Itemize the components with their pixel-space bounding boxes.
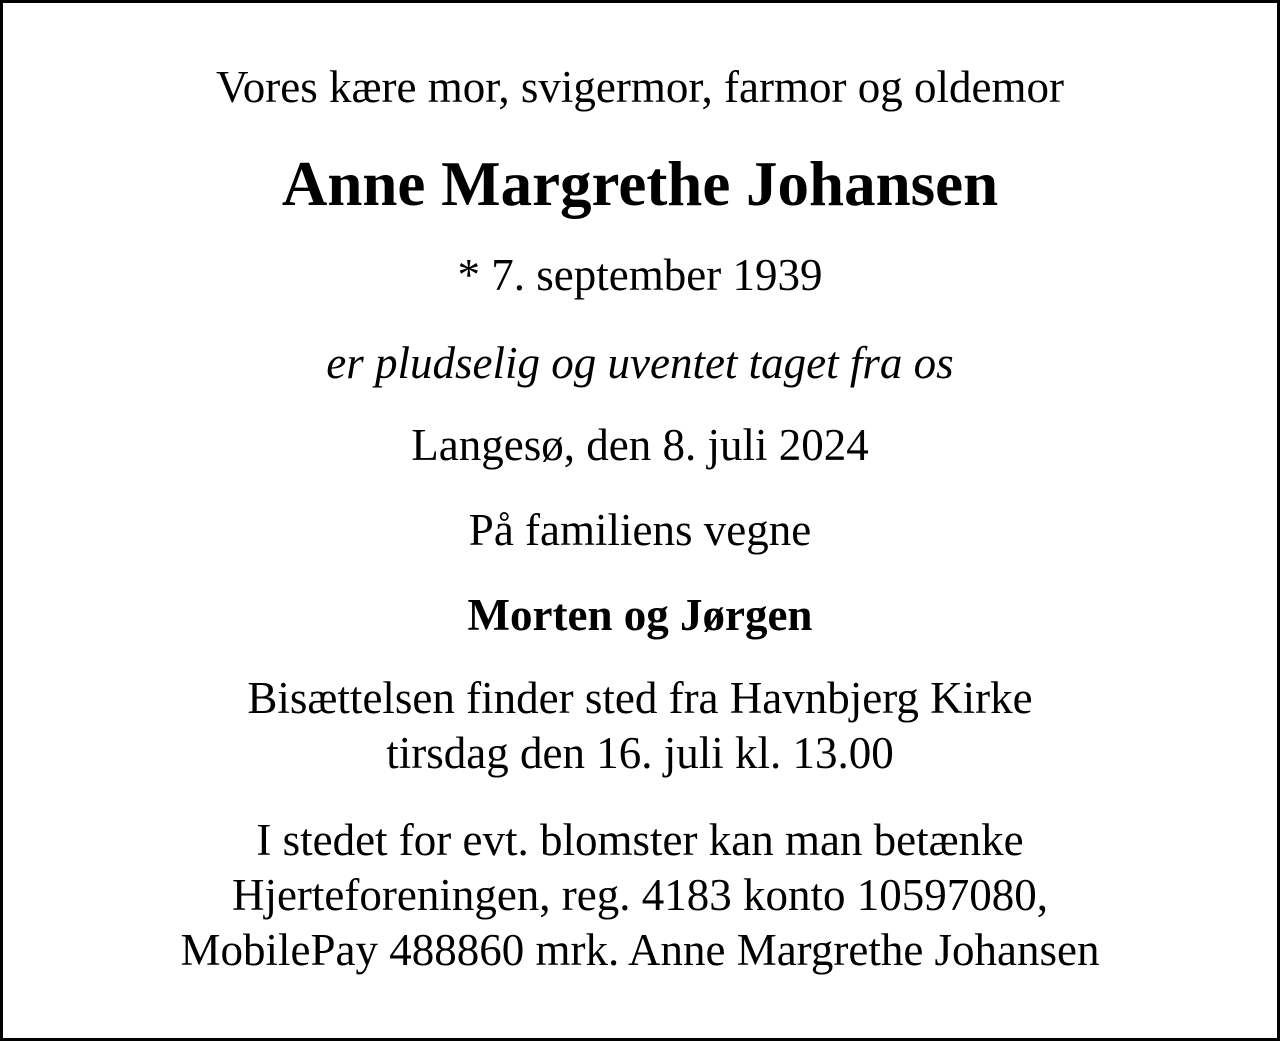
passing-statement: er pludselig og uventet taget fra os bbox=[326, 338, 954, 388]
donation-line: I stedet for evt. blomster kan man betænke bbox=[256, 815, 1024, 865]
funeral-line: tirsdag den 16. juli kl. 13.00 bbox=[386, 728, 894, 778]
funeral-info bbox=[3, 671, 1277, 781]
signers: Morten og Jørgen bbox=[467, 590, 813, 640]
birth-date: * 7. september 1939 bbox=[457, 250, 823, 300]
on-behalf-line: På familiens vegne bbox=[468, 505, 812, 555]
donation-line: Hjerteforeningen, reg. 4183 konto 10597080, bbox=[231, 870, 1049, 920]
donation-info bbox=[3, 813, 1277, 978]
place-and-date: Langesø, den 8. juli 2024 bbox=[411, 420, 869, 470]
funeral-line: Bisættelsen finder sted fra Havnbjerg Kirke bbox=[247, 673, 1033, 723]
intro-line: Vores kære mor, svigermor, farmor og oldemor bbox=[216, 62, 1064, 112]
deceased-name: Anne Margrethe Johansen bbox=[281, 149, 999, 219]
donation-line: MobilePay 488860 mrk. Anne Margrethe Johansen bbox=[180, 925, 1100, 975]
